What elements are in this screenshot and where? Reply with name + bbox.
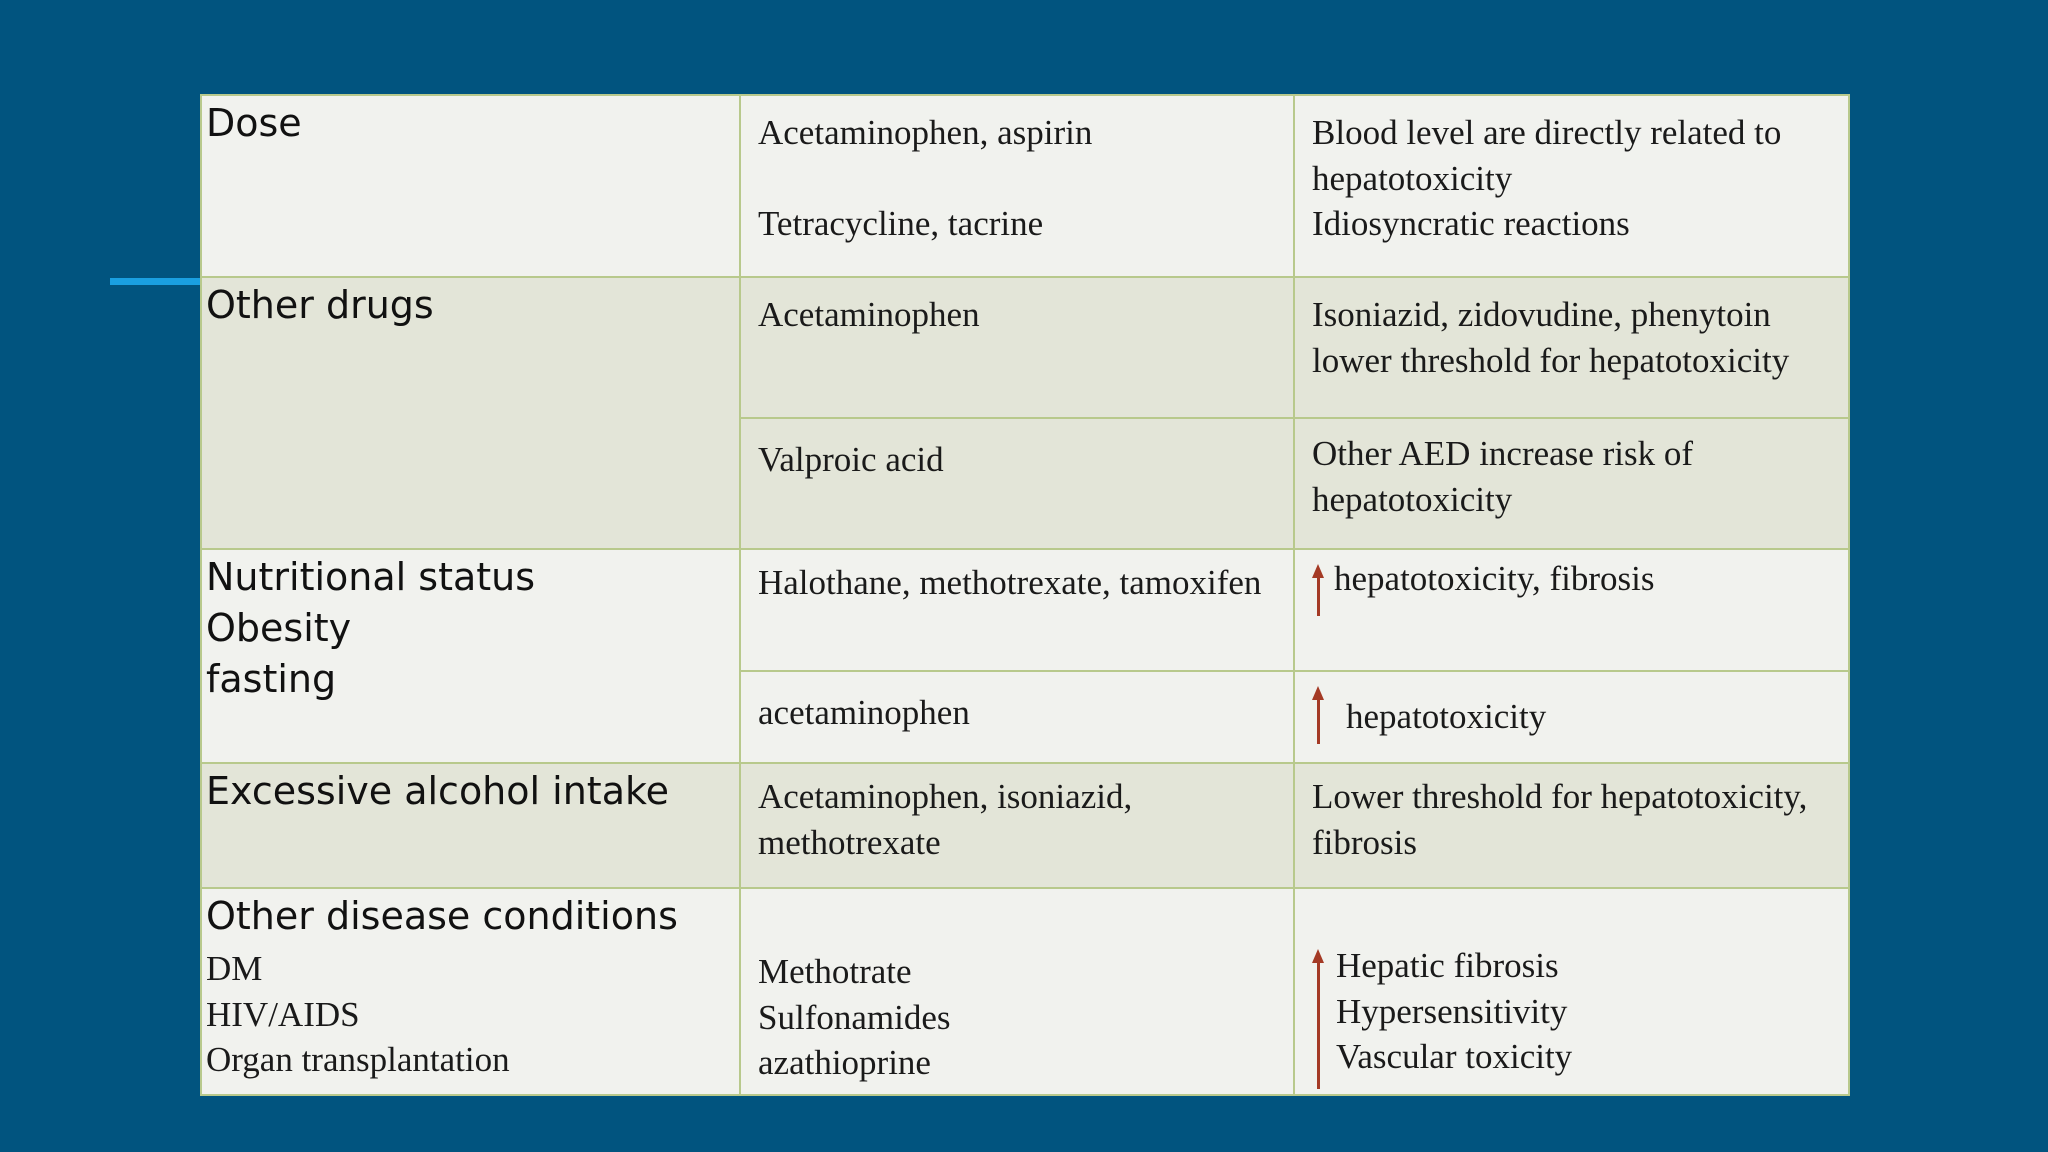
factor-label: Obesity: [206, 606, 352, 650]
drug-text: Valproic acid: [758, 440, 944, 479]
effect-text: Blood level are directly related to hepatotoxicity: [1312, 113, 1782, 198]
drug-cell: [740, 277, 1294, 418]
table-row-nutrition: [201, 549, 1849, 671]
effect-cell: [1294, 888, 1849, 1095]
drug-text: Methotrate: [758, 952, 912, 991]
factor-item: HIV/AIDS: [206, 994, 360, 1034]
factor-label: Other disease conditions: [206, 894, 678, 938]
factor-cell: [201, 549, 740, 763]
drug-text: Sulfonamides: [758, 997, 951, 1037]
drug-text: Acetaminophen, aspirin: [758, 113, 1093, 152]
factor-cell: [201, 277, 740, 549]
effect-cell: [1294, 671, 1849, 763]
drug-cell: [740, 671, 1294, 763]
factor-item: DM: [206, 949, 263, 988]
effect-cell: [1294, 95, 1849, 277]
effect-text: Lower threshold for hepatotoxicity, fibrosis: [1312, 777, 1808, 862]
factor-label: fasting: [206, 657, 337, 701]
drug-text: Halothane, methotrexate, tamoxifen: [758, 563, 1262, 602]
effect-cell: [1294, 763, 1849, 888]
accent-bar: [110, 278, 200, 285]
factors-table: [200, 94, 1848, 1082]
drug-text: acetaminophen: [758, 693, 970, 732]
factor-label: Excessive alcohol intake: [206, 769, 670, 813]
effect-text: Hypersensitivity: [1336, 991, 1568, 1031]
up-arrow-icon: [1312, 686, 1324, 744]
effect-text: hepatotoxicity, fibrosis: [1334, 559, 1655, 598]
effect-text: hepatotoxicity: [1346, 697, 1547, 736]
drug-text: Acetaminophen: [758, 295, 980, 334]
factor-cell: [201, 888, 740, 1095]
up-arrow-icon: [1312, 949, 1324, 1089]
drug-cell: [740, 888, 1294, 1095]
effect-cell: [1294, 418, 1849, 549]
drug-cell: [740, 549, 1294, 671]
drug-text: Tetracycline, tacrine: [758, 203, 1044, 243]
drug-cell: [740, 418, 1294, 549]
factor-cell: [201, 95, 740, 277]
effect-text: Isoniazid, zidovudine, phenytoin lower threshold for hepatotoxicity: [1312, 295, 1790, 380]
factor-label: Other drugs: [206, 283, 434, 327]
table-row-alcohol: [201, 763, 1849, 888]
table-row-other-drugs: [201, 277, 1849, 418]
factor-label-group: [202, 550, 739, 705]
table-row-disease: [201, 888, 1849, 1095]
factor-label: Dose: [206, 101, 302, 145]
factor-item: Organ transplantation: [206, 1040, 510, 1079]
drug-cell: [740, 763, 1294, 888]
effect-text: Vascular toxicity: [1336, 1037, 1573, 1076]
effect-text: Idiosyncratic reactions: [1312, 204, 1630, 243]
factor-cell: [201, 763, 740, 888]
drug-text: azathioprine: [758, 1043, 931, 1082]
effect-cell: [1294, 277, 1849, 418]
effect-cell: [1294, 549, 1849, 671]
drug-cell: [740, 95, 1294, 277]
drug-text: Acetaminophen, isoniazid, methotrexate: [758, 777, 1133, 862]
effect-text: Other AED increase risk of hepatotoxicity: [1312, 434, 1693, 519]
table-row-dose: [201, 95, 1849, 277]
effect-text: Hepatic fibrosis: [1336, 946, 1559, 985]
hepatotoxicity-factors-table: [200, 94, 1850, 1096]
factor-label: Nutritional status: [206, 555, 536, 599]
up-arrow-icon: [1312, 564, 1324, 616]
